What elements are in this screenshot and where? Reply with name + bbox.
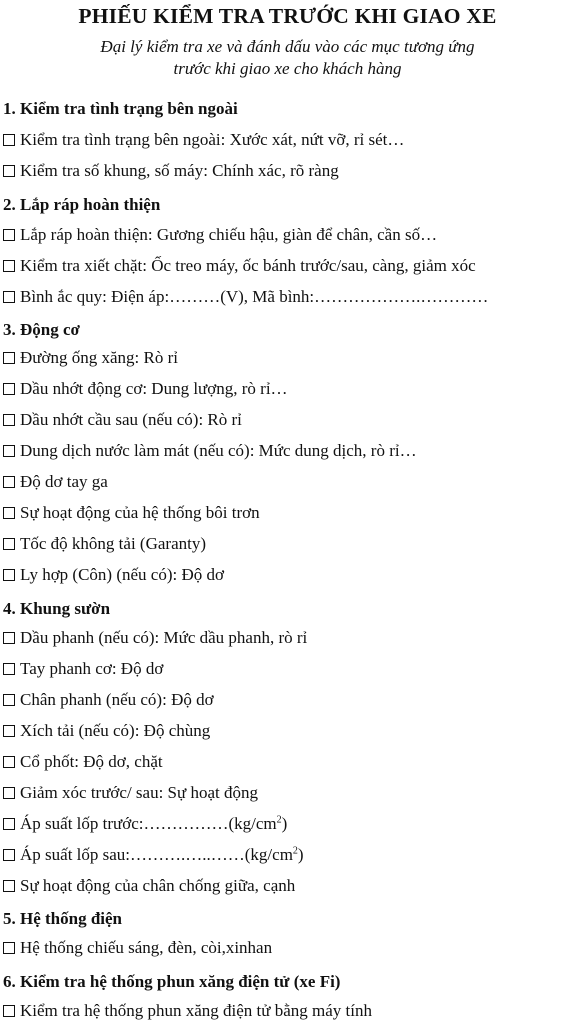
section-heading-2: 2. Lắp ráp hoàn thiện (3, 195, 161, 214)
checklist-item[interactable] (3, 565, 575, 585)
checkbox[interactable] (3, 507, 15, 519)
checkbox[interactable] (3, 725, 15, 737)
item-label: Dung dịch nước làm mát (nếu có): Mức dung dịch, rò rỉ… (20, 441, 417, 460)
checklist-item[interactable] (3, 628, 575, 648)
subtitle-line-2: trước khi giao xe cho khách hàng (173, 59, 402, 78)
checkbox[interactable] (3, 229, 15, 241)
checkbox[interactable] (3, 260, 15, 272)
checklist-item[interactable] (3, 938, 575, 958)
item-label: Kiểm tra hệ thống phun xăng điện tử bằng máy tính (20, 1001, 372, 1020)
section-heading-4: 4. Khung sườn (3, 599, 111, 618)
checklist-item[interactable] (3, 161, 575, 181)
checklist-item[interactable] (3, 752, 575, 772)
item-label: Xích tải (nếu có): Độ chùng (20, 721, 211, 740)
checkbox[interactable] (3, 880, 15, 892)
checkbox[interactable] (3, 445, 15, 457)
checklist-item[interactable] (3, 690, 575, 710)
checklist-item[interactable] (3, 503, 575, 523)
unit-superscript: 2 (292, 845, 298, 857)
checklist-item[interactable] (3, 814, 575, 834)
item-label: Bình ắc quy: Điện áp:………(V), Mã bình:……………….………… (20, 287, 489, 306)
checkbox[interactable] (3, 414, 15, 426)
item-label: Sự hoạt động của chân chống giữa, cạnh (20, 876, 296, 895)
item-label: Hệ thống chiếu sáng, đèn, còi,xinhan (20, 938, 273, 957)
checklist-item[interactable] (3, 348, 575, 368)
checkbox[interactable] (3, 291, 15, 303)
checklist-item[interactable] (3, 130, 575, 150)
item-label: Áp suất lốp trước:……………(kg/cm (20, 814, 277, 833)
checkbox[interactable] (3, 942, 15, 954)
item-label: Kiểm tra xiết chặt: Ốc treo máy, ốc bánh trước/sau, càng, giảm xóc (20, 256, 476, 275)
checklist-item[interactable] (3, 783, 575, 803)
checkbox[interactable] (3, 818, 15, 830)
checklist-item[interactable] (3, 721, 575, 741)
checklist-item[interactable] (3, 1001, 575, 1021)
item-label: Đường ống xăng: Rò rỉ (20, 348, 178, 367)
subtitle-line-1: Đại lý kiểm tra xe và đánh dấu vào các mục tương ứng (100, 37, 475, 56)
checkbox[interactable] (3, 787, 15, 799)
checklist-item[interactable] (3, 379, 575, 399)
checkbox[interactable] (3, 538, 15, 550)
checkbox[interactable] (3, 476, 15, 488)
item-label: Tay phanh cơ: Độ dơ (20, 659, 164, 678)
section-heading-1: 1. Kiểm tra tình trạng bên ngoài (3, 99, 238, 118)
checklist-item[interactable] (3, 256, 575, 276)
item-label: Dầu nhớt động cơ: Dung lượng, rò rỉ… (20, 379, 288, 398)
checkbox[interactable] (3, 165, 15, 177)
item-label: Chân phanh (nếu có): Độ dơ (20, 690, 214, 709)
checkbox[interactable] (3, 663, 15, 675)
checklist-item[interactable] (3, 845, 575, 865)
checkbox[interactable] (3, 383, 15, 395)
checklist-item[interactable] (3, 659, 575, 679)
checkbox[interactable] (3, 632, 15, 644)
item-label: Tốc độ không tải (Garanty) (20, 534, 206, 553)
checkbox[interactable] (3, 756, 15, 768)
checklist-item[interactable] (3, 410, 575, 430)
checklist-item[interactable] (3, 225, 575, 245)
checkbox[interactable] (3, 352, 15, 364)
checklist-item[interactable] (3, 287, 575, 307)
section-heading-3: 3. Động cơ (3, 320, 80, 339)
section-heading-6: 6. Kiểm tra hệ thống phun xăng điện tử (xe Fi) (3, 972, 341, 991)
checklist-item[interactable] (3, 441, 575, 461)
checkbox[interactable] (3, 849, 15, 861)
unit-superscript: 2 (276, 814, 282, 826)
checklist-item[interactable] (3, 876, 575, 896)
item-label: Giảm xóc trước/ sau: Sự hoạt động (20, 783, 258, 802)
section-heading-5: 5. Hệ thống điện (3, 909, 123, 928)
unit-close: ) (281, 814, 288, 833)
checklist-item[interactable] (3, 472, 575, 492)
item-label: Độ dơ tay ga (20, 472, 108, 491)
item-label: Sự hoạt động của hệ thống bôi trơn (20, 503, 260, 522)
item-label: Áp suất lốp sau:……….…..……(kg/cm (20, 845, 293, 864)
item-label: Cổ phốt: Độ dơ, chặt (20, 752, 163, 771)
checklist-item[interactable] (3, 534, 575, 554)
item-label: Lắp ráp hoàn thiện: Gương chiếu hậu, giàn để chân, cần số… (20, 225, 438, 244)
item-label: Dầu nhớt cầu sau (nếu có): Rò rỉ (20, 410, 242, 429)
item-label: Kiểm tra tình trạng bên ngoài: Xước xát, nứt vỡ, rỉ sét… (20, 130, 405, 149)
checkbox[interactable] (3, 134, 15, 146)
item-label: Dầu phanh (nếu có): Mức dầu phanh, rò rỉ (20, 628, 308, 647)
unit-close: ) (297, 845, 304, 864)
checkbox[interactable] (3, 694, 15, 706)
checkbox[interactable] (3, 569, 15, 581)
checkbox[interactable] (3, 1005, 15, 1017)
item-label: Kiểm tra số khung, số máy: Chính xác, rõ ràng (20, 161, 339, 180)
page-title: PHIẾU KIỂM TRA TRƯỚC KHI GIAO XE (78, 4, 497, 28)
item-label: Ly hợp (Côn) (nếu có): Độ dơ (20, 565, 224, 584)
